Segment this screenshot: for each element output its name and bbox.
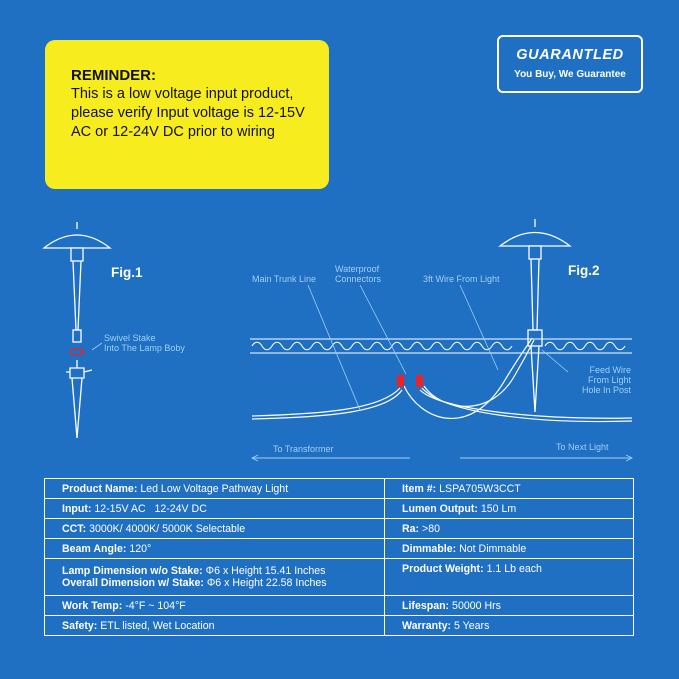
guarantee-subtitle: You Buy, We Guarantee	[514, 69, 626, 80]
connector-icons	[397, 375, 423, 387]
fig2-label: Fig.2	[568, 263, 600, 278]
spec-table	[44, 478, 634, 636]
swivel-arrow-icon	[70, 349, 84, 355]
table-row: Work Temp: -4°F ~ 104°F Lifespan: 50000 Hrs	[45, 596, 634, 616]
ground-surface	[250, 339, 632, 353]
fig1-label: Fig.1	[111, 265, 143, 280]
to-next-light-label: To Next Light	[556, 442, 609, 452]
table-row: Input: 12-15V AC 12-24V DC Lumen Output: 150 Lm	[45, 499, 634, 519]
callout-lines	[308, 285, 568, 410]
feed-wire-label: Feed Wire From Light Hole In Post	[581, 365, 631, 395]
main-trunk-line-label: Main Trunk Line	[252, 274, 317, 284]
to-transformer-label: To Transformer	[273, 444, 334, 454]
wire-from-light-label: 3ft Wire From Light	[423, 274, 500, 284]
table-row: CCT: 3000K/ 4000K/ 5000K Selectable Ra: >80	[45, 519, 634, 539]
fig1-stake	[66, 360, 92, 438]
table-row: Safety: ETL listed, Wet Location Warranty: 5 Years	[45, 616, 634, 636]
waterproof-connectors-label: Waterproof Connectors	[335, 264, 382, 284]
reminder-body: This is a low voltage input product, please verify Input voltage is 12-15V AC or 12-24V DC prior to wiring	[71, 86, 305, 140]
table-row: Lamp Dimension w/o Stake: Φ6 x Height 15.41 Inches Overall Dimension w/ Stake: Φ6 x Height 22.58 Inches Product Weight: 1.1 Lb each	[45, 559, 634, 596]
direction-arrows	[252, 455, 632, 461]
fig1-lamp	[44, 222, 110, 342]
guarantee-title: GUARANTLED	[516, 47, 624, 63]
table-row: Beam Angle: 120° Dimmable: Not Dimmable	[45, 539, 634, 559]
swivel-stake-label: Swivel Stake Into The Lamp Boby	[104, 333, 185, 353]
reminder-title: REMINDER:	[71, 67, 156, 84]
table-row: Product Name: Led Low Voltage Pathway Light Item #: LSPA705W3CCT	[45, 479, 634, 499]
